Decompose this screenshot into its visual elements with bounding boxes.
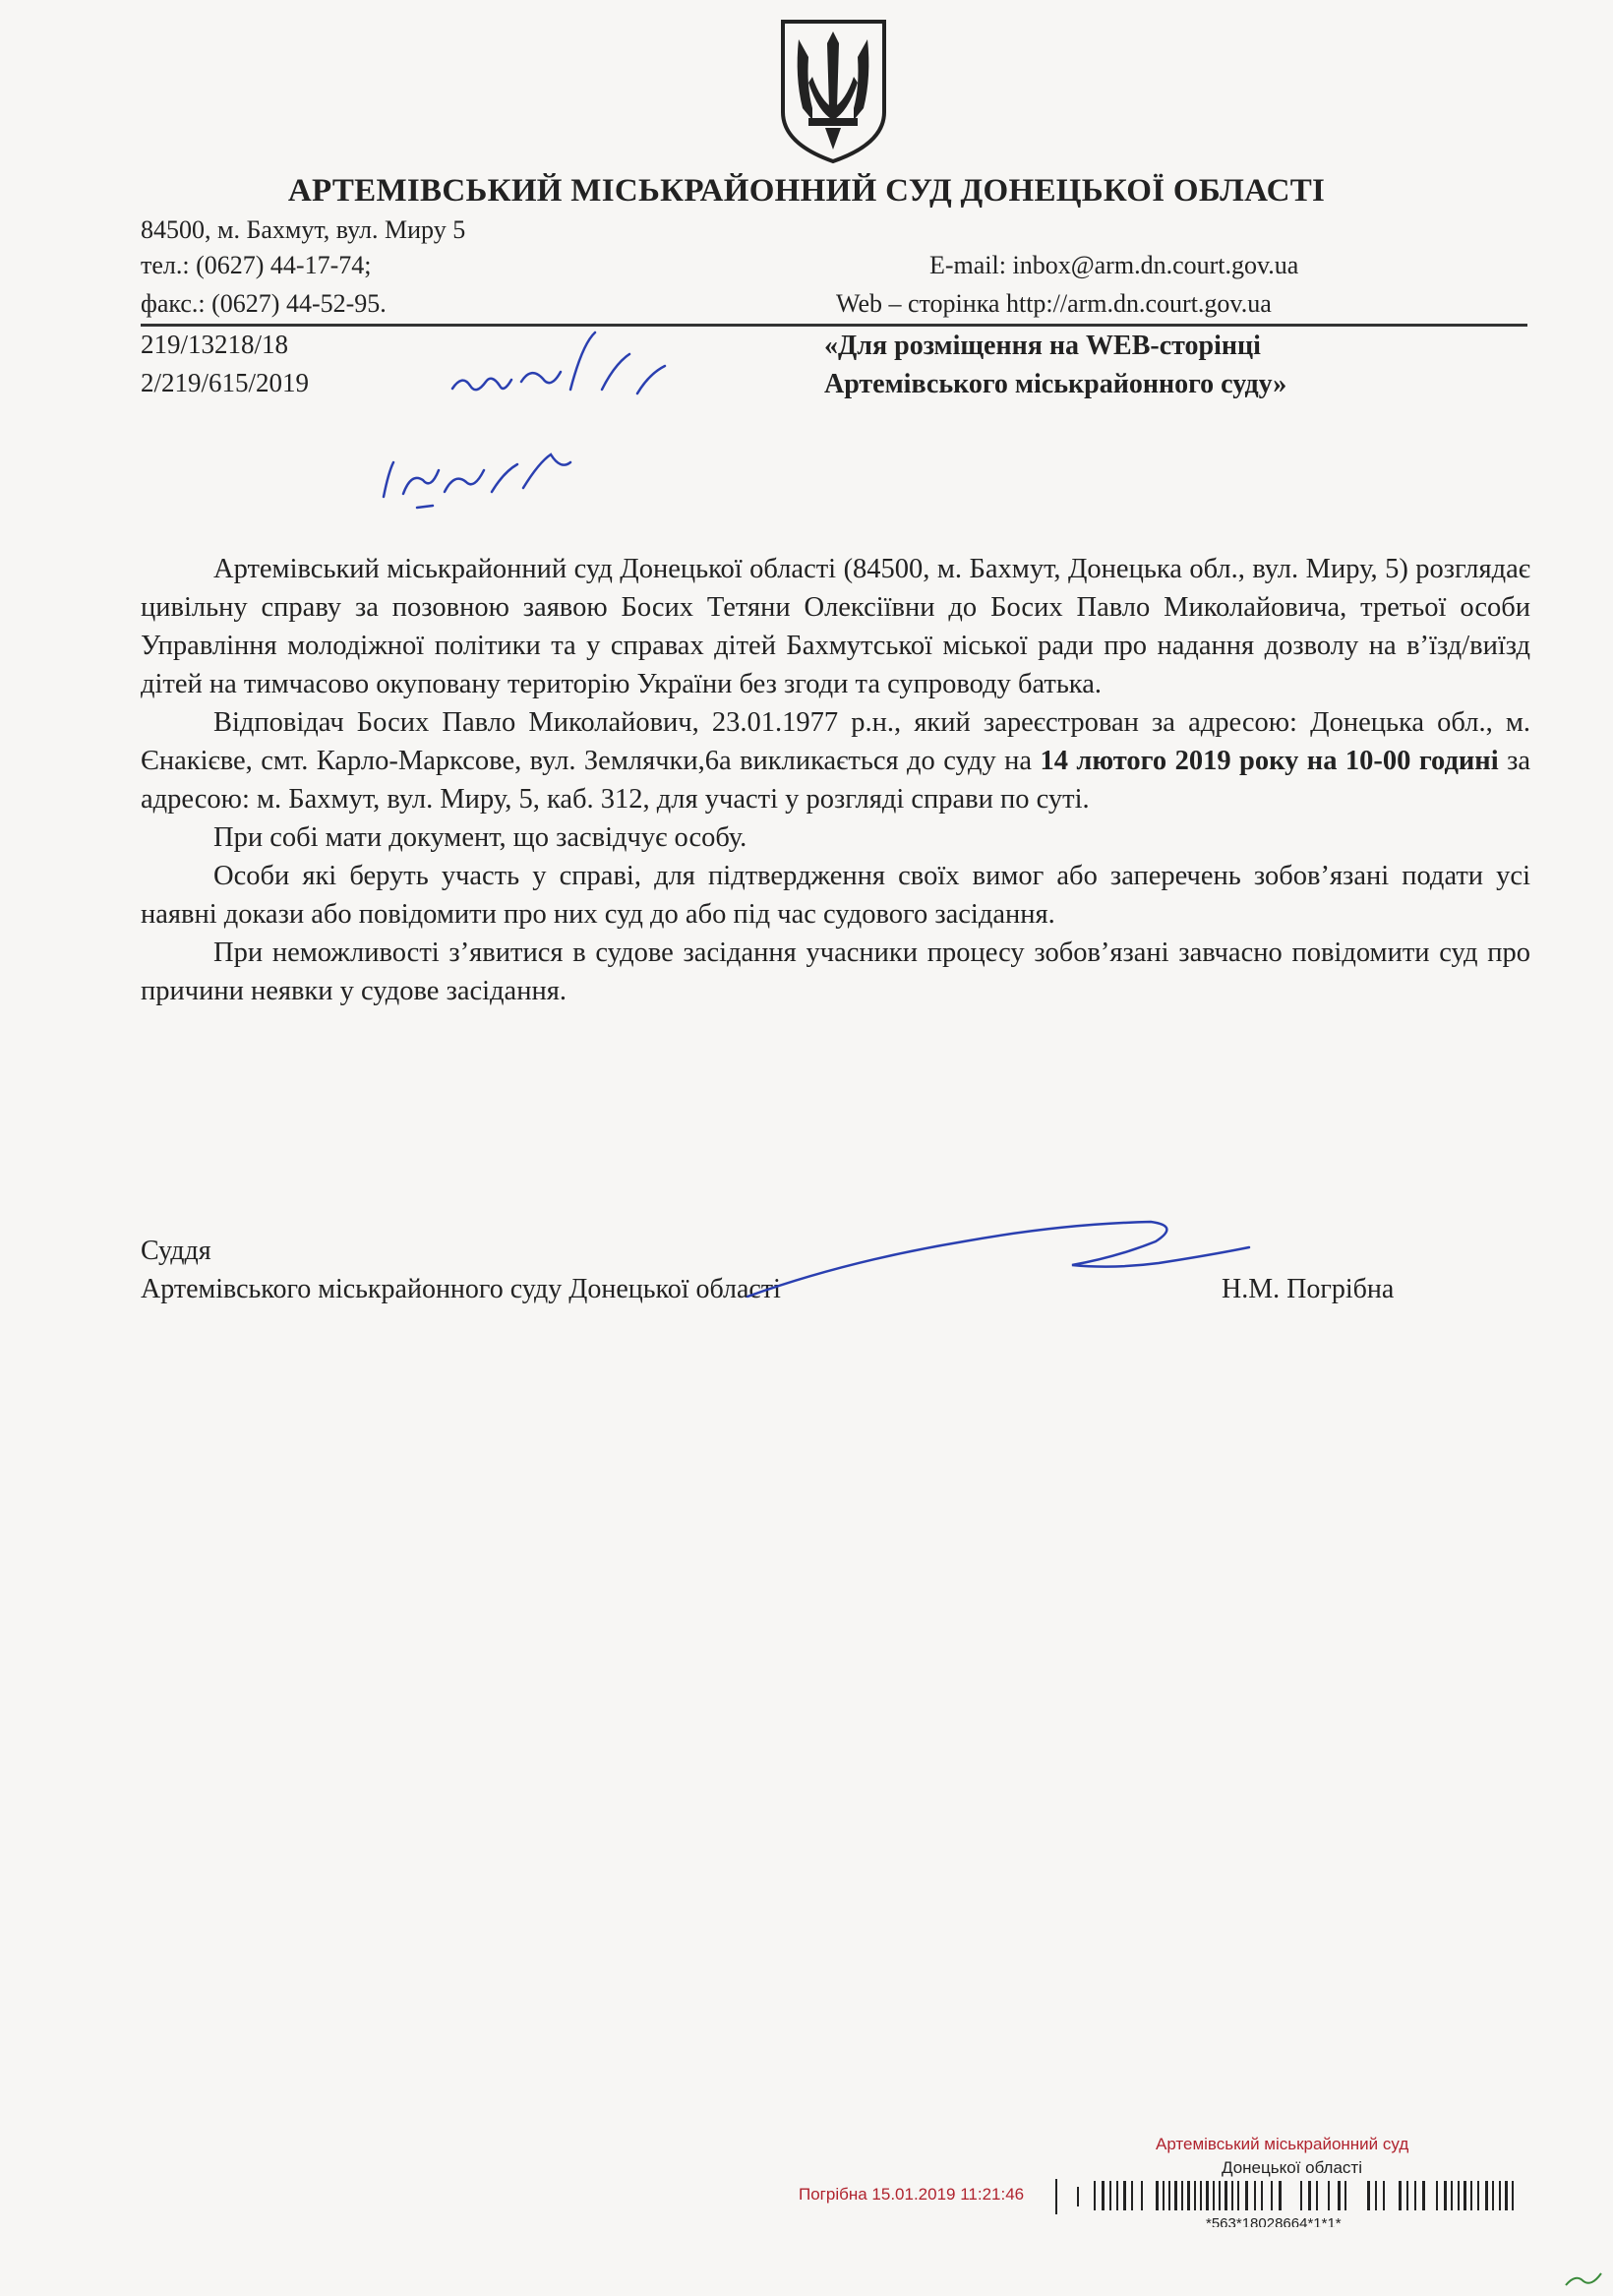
judge-label: Суддя: [141, 1236, 211, 1266]
court-email: E-mail: inbox@arm.dn.court.gov.ua: [929, 251, 1299, 279]
placement-note-line2: Артемівського міськрайонного суду»: [824, 369, 1287, 399]
placement-note-line1: «Для розміщення на WEB-сторінці: [824, 331, 1261, 361]
notice-body: [141, 550, 1530, 1010]
barcode-icon: [1052, 2179, 1534, 2214]
stamp-signer-timestamp: Погрібна 15.01.2019 11:21:46: [799, 2185, 1025, 2204]
paragraph-case-description: Артемівський міськрайонний суд Донецької області (84500, м. Бахмут, Донецька обл., вул. Миру, 5) розглядає цивільну справу за позовною заявою Босих Тетяни Олексіївни до Босих Павло Миколайовича, третьої особи Управління молодіжної політики та у справах дітей Бахмутської міської ради про надання дозволу на в’їзд/виїзд дітей на тимчасово окуповану територію України без згоди та супроводу батька.: [141, 554, 1530, 699]
case-number-2: 2/219/615/2019: [141, 368, 310, 397]
coat-of-arms-icon: [777, 18, 890, 165]
court-phone: тел.: (0627) 44-17-74;: [141, 251, 372, 279]
court-fax: факс.: (0627) 44-52-95.: [141, 289, 387, 318]
court-website: Web – сторінка http://arm.dn.court.gov.ua: [836, 289, 1272, 318]
handwritten-note-1: [452, 332, 665, 393]
case-number-1: 219/13218/18: [141, 330, 289, 359]
stamp-court-line1: Артемівський міськрайонний суд: [1156, 2135, 1409, 2153]
paragraph-id-requirement: При собі мати документ, що засвідчує особу.: [213, 822, 747, 853]
corner-mark-icon: [1564, 2267, 1603, 2289]
barcode-number: *563*18028664*1*1*: [1206, 2215, 1342, 2227]
court-title: АРТЕМІВСЬКИЙ МІСЬКРАЙОННИЙ СУД ДОНЕЦЬКОЇ ОБЛАСТІ: [287, 173, 1326, 209]
stamp-court-line2: Донецької області: [1222, 2158, 1362, 2177]
summons-text-before: Відповідач Босих Павло Миколайович, 23.01.1977 р.н., який зареєстрован за адресою: Донецька обл., м. Єнакієве, смт. Карло-Марксове, вул. Землячки,6а викликається до суду на: [141, 707, 1530, 776]
handwritten-note-2: [384, 454, 570, 508]
judge-name: Н.М. Погрібна: [1222, 1274, 1395, 1304]
court-address: 84500, м. Бахмут, вул. Миру 5: [141, 215, 466, 244]
summons-text-after: за адресою: м. Бахмут, вул. Миру, 5, каб. 312, для участі у розгляді справи по суті.: [141, 746, 1530, 815]
signature-icon: [747, 1222, 1249, 1297]
paragraph-evidence: Особи які беруть участь у справі, для підтвердження своїх вимог або заперечень зобов’язані подати усі наявні докази або повідомити про них суд до або під час судового засідання.: [141, 861, 1530, 930]
placement-note: [824, 327, 1286, 403]
paragraph-summons: [141, 703, 1530, 818]
judge-court: Артемівського міськрайонного суду Донецької області: [141, 1274, 781, 1304]
hearing-date-time: 14 лютого 2019 року на 10-00 годині: [1040, 746, 1499, 776]
paragraph-absence: При неможливості з’явитися в судове засідання учасники процесу зобов’язані завчасно повідомити суд про причини неявки у судове засідання.: [141, 937, 1530, 1006]
